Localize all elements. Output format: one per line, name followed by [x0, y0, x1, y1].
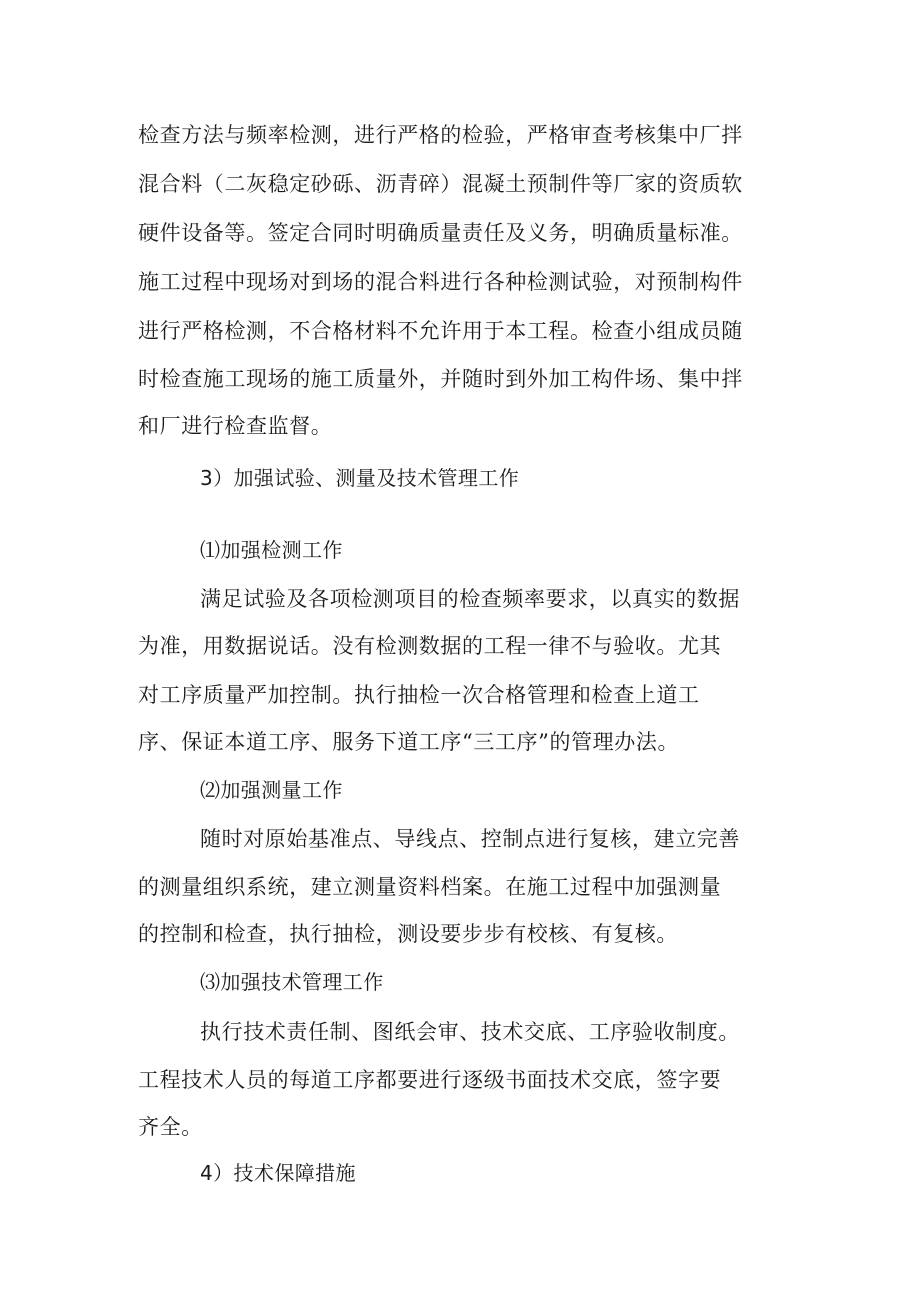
body-line-17: 齐全。 — [138, 1115, 203, 1139]
body-line-2: 混合料（二灰稳定砂砾、沥青碎）混凝土预制件等厂家的资质软 — [138, 172, 743, 196]
subsection-heading-1: ⑴加强检测工作 — [200, 538, 343, 562]
body-line-11: 序、保证本道工序、服务下道工序“三工序”的管理办法。 — [138, 730, 680, 754]
subsection-heading-2: ⑵加强测量工作 — [200, 778, 343, 802]
body-line-3: 硬件设备等。签定合同时明确质量责任及义务，明确质量标准。 — [138, 221, 743, 245]
body-line-15: 执行技术责任制、图纸会审、技术交底、工序验收制度。 — [200, 1020, 740, 1044]
body-line-7: 和厂进行检查监督。 — [138, 414, 333, 438]
body-line-6: 时检查施工现场的施工质量外，并随时到外加工构件场、集中拌 — [138, 367, 743, 391]
section-heading-4: 4）技术保障措施 — [200, 1161, 356, 1185]
body-line-8: 满足试验及各项检测项目的检查频率要求，以真实的数据 — [200, 587, 740, 611]
section-heading-3: 3）加强试验、测量及技术管理工作 — [200, 466, 520, 490]
body-line-14: 的控制和检查，执行抽检，测设要步步有校核、有复核。 — [138, 922, 678, 946]
body-line-4: 施工过程中现场对到场的混合料进行各种检测试验，对预制构件 — [138, 270, 743, 294]
body-line-12: 随时对原始基准点、导线点、控制点进行复核，建立完善 — [200, 827, 740, 851]
body-line-16: 工程技术人员的每道工序都要进行逐级书面技术交底，签字要 — [138, 1068, 722, 1092]
body-line-1: 检查方法与频率检测，进行严格的检验，严格审查考核集中厂拌 — [138, 123, 743, 147]
body-line-13: 的测量组织系统，建立测量资料档案。在施工过程中加强测量 — [138, 875, 722, 899]
subsection-heading-3: ⑶加强技术管理工作 — [200, 970, 384, 994]
body-line-5: 进行严格检测，不合格材料不允许用于本工程。检查小组成员随 — [138, 319, 743, 343]
body-line-9: 为准，用数据说话。没有检测数据的工程一律不与验收。尤其 — [138, 634, 722, 658]
body-line-10: 对工序质量严加控制。执行抽检一次合格管理和检查上道工 — [138, 683, 700, 707]
